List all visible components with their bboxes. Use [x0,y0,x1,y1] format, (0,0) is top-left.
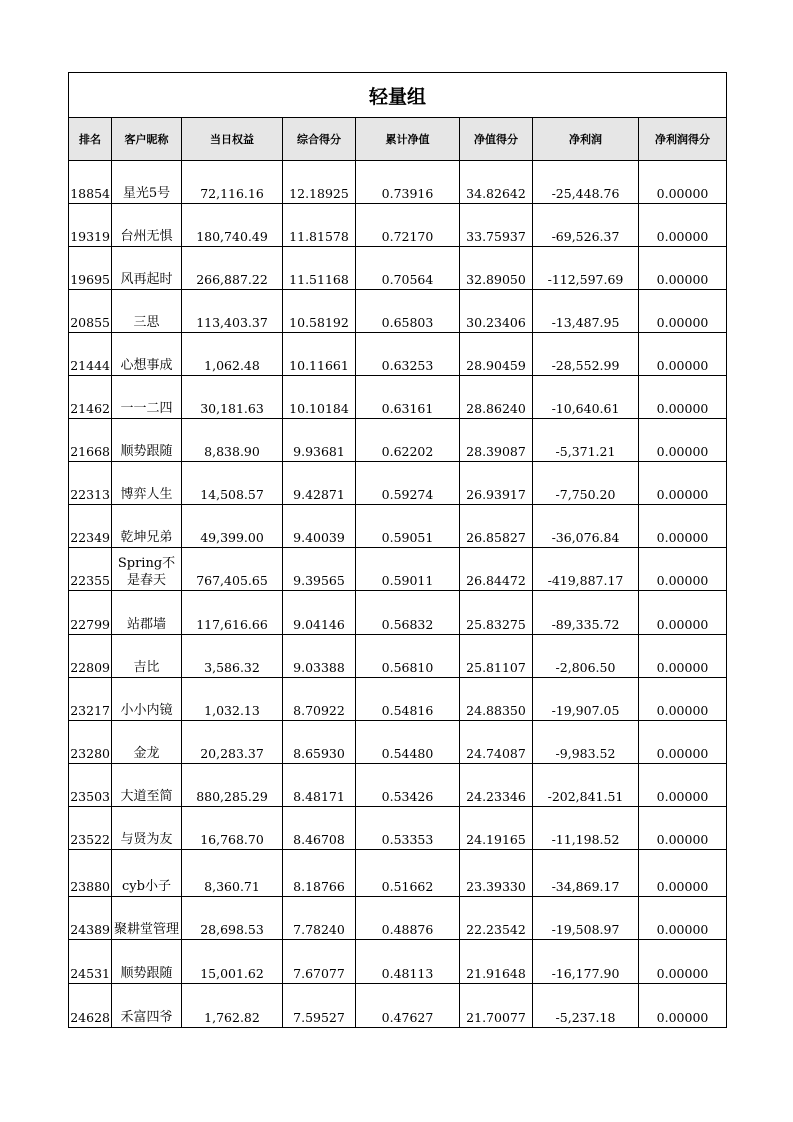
header-score: 综合得分 [283,118,356,161]
nickname-cell: cyb小子 [112,850,182,897]
rank-cell: 23880 [69,850,112,897]
equity-cell: 880,285.29 [182,764,283,807]
nickname-cell: Spring不是春天 [112,548,182,591]
nav-score-cell: 24.19165 [460,807,533,850]
rank-cell: 22313 [69,462,112,505]
equity-cell: 30,181.63 [182,376,283,419]
equity-cell: 1,062.48 [182,333,283,376]
table-row [69,247,727,290]
profit-score-cell: 0.00000 [639,290,727,333]
profit-score-cell: 0.00000 [639,376,727,419]
nav-cell: 0.56832 [356,591,460,635]
score-cell: 8.70922 [283,678,356,721]
profit-cell: -9,983.52 [533,721,639,764]
profit-cell: -69,526.37 [533,204,639,247]
rank-cell: 18854 [69,161,112,204]
table-row [69,548,727,591]
nav-score-cell: 28.39087 [460,419,533,462]
profit-score-cell: 0.00000 [639,591,727,635]
nickname-cell: 禾富四爷 [112,984,182,1028]
profit-cell: -36,076.84 [533,505,639,548]
profit-score-cell: 0.00000 [639,161,727,204]
profit-cell: -19,907.05 [533,678,639,721]
nickname-cell: 吉比 [112,635,182,678]
rank-cell: 23522 [69,807,112,850]
table-row [69,678,727,721]
profit-cell: -34,869.17 [533,850,639,897]
rank-cell: 22355 [69,548,112,591]
score-cell: 11.51168 [283,247,356,290]
header-cumulative-nav: 累计净值 [356,118,460,161]
rank-cell: 22799 [69,591,112,635]
nav-score-cell: 26.85827 [460,505,533,548]
nav-cell: 0.54816 [356,678,460,721]
profit-cell: -2,806.50 [533,635,639,678]
score-cell: 11.81578 [283,204,356,247]
nav-score-cell: 24.88350 [460,678,533,721]
table-row [69,333,727,376]
rank-cell: 20855 [69,290,112,333]
profit-score-cell: 0.00000 [639,635,727,678]
table-row [69,984,727,1028]
table-row [69,204,727,247]
equity-cell: 180,740.49 [182,204,283,247]
table-row [69,897,727,940]
nickname-cell: 风再起时 [112,247,182,290]
rank-cell: 22349 [69,505,112,548]
header-equity: 当日权益 [182,118,283,161]
equity-cell: 1,032.13 [182,678,283,721]
nav-cell: 0.51662 [356,850,460,897]
score-cell: 9.42871 [283,462,356,505]
equity-cell: 8,838.90 [182,419,283,462]
ranking-table [68,72,727,1028]
nickname-cell: 台州无惧 [112,204,182,247]
nav-score-cell: 33.75937 [460,204,533,247]
score-cell: 8.65930 [283,721,356,764]
equity-cell: 49,399.00 [182,505,283,548]
header-profit-score: 净利润得分 [639,118,727,161]
nickname-cell: 乾坤兄弟 [112,505,182,548]
table-row [69,807,727,850]
rank-cell: 24531 [69,940,112,984]
nickname-cell: 金龙 [112,721,182,764]
score-cell: 9.03388 [283,635,356,678]
equity-cell: 113,403.37 [182,290,283,333]
nav-cell: 0.62202 [356,419,460,462]
score-cell: 7.59527 [283,984,356,1028]
score-cell: 10.11661 [283,333,356,376]
table-row [69,462,727,505]
nickname-cell: 心想事成 [112,333,182,376]
score-cell: 9.93681 [283,419,356,462]
nickname-cell: 一一二四 [112,376,182,419]
table-row [69,591,727,635]
equity-cell: 20,283.37 [182,721,283,764]
equity-cell: 16,768.70 [182,807,283,850]
profit-score-cell: 0.00000 [639,247,727,290]
profit-cell: -19,508.97 [533,897,639,940]
nav-score-cell: 24.23346 [460,764,533,807]
profit-cell: -202,841.51 [533,764,639,807]
nav-cell: 0.47627 [356,984,460,1028]
rank-cell: 23503 [69,764,112,807]
profit-score-cell: 0.00000 [639,897,727,940]
nav-cell: 0.56810 [356,635,460,678]
profit-cell: -16,177.90 [533,940,639,984]
profit-score-cell: 0.00000 [639,548,727,591]
profit-score-cell: 0.00000 [639,984,727,1028]
score-cell: 10.58192 [283,290,356,333]
equity-cell: 28,698.53 [182,897,283,940]
score-cell: 8.48171 [283,764,356,807]
nav-cell: 0.48876 [356,897,460,940]
profit-cell: -25,448.76 [533,161,639,204]
profit-score-cell: 0.00000 [639,940,727,984]
profit-cell: -11,198.52 [533,807,639,850]
equity-cell: 14,508.57 [182,462,283,505]
table-row [69,635,727,678]
equity-cell: 117,616.66 [182,591,283,635]
nav-cell: 0.63161 [356,376,460,419]
table-row [69,764,727,807]
profit-score-cell: 0.00000 [639,505,727,548]
nickname-cell: 站郡墙 [112,591,182,635]
nav-cell: 0.59051 [356,505,460,548]
nickname-cell: 与贤为友 [112,807,182,850]
rank-cell: 24389 [69,897,112,940]
equity-cell: 266,887.22 [182,247,283,290]
nav-score-cell: 26.84472 [460,548,533,591]
nav-score-cell: 21.70077 [460,984,533,1028]
table-row [69,850,727,897]
nav-score-cell: 25.83275 [460,591,533,635]
profit-score-cell: 0.00000 [639,721,727,764]
profit-score-cell: 0.00000 [639,462,727,505]
rank-cell: 19695 [69,247,112,290]
score-cell: 8.18766 [283,850,356,897]
nav-score-cell: 25.81107 [460,635,533,678]
rank-cell: 19319 [69,204,112,247]
score-cell: 9.39565 [283,548,356,591]
nav-cell: 0.70564 [356,247,460,290]
profit-score-cell: 0.00000 [639,333,727,376]
score-cell: 10.10184 [283,376,356,419]
table-title: 轻量组 [69,73,727,118]
nav-cell: 0.72170 [356,204,460,247]
nav-score-cell: 21.91648 [460,940,533,984]
profit-cell: -5,371.21 [533,419,639,462]
nav-cell: 0.73916 [356,161,460,204]
profit-cell: -419,887.17 [533,548,639,591]
header-rank: 排名 [69,118,112,161]
score-cell: 7.67077 [283,940,356,984]
header-nav-score: 净值得分 [460,118,533,161]
rank-cell: 23217 [69,678,112,721]
nav-cell: 0.54480 [356,721,460,764]
score-cell: 7.78240 [283,897,356,940]
equity-cell: 8,360.71 [182,850,283,897]
rank-cell: 24628 [69,984,112,1028]
nav-cell: 0.53353 [356,807,460,850]
rank-cell: 23280 [69,721,112,764]
profit-score-cell: 0.00000 [639,807,727,850]
nav-score-cell: 30.23406 [460,290,533,333]
score-cell: 8.46708 [283,807,356,850]
profit-cell: -5,237.18 [533,984,639,1028]
nav-score-cell: 34.82642 [460,161,533,204]
score-cell: 9.04146 [283,591,356,635]
nickname-cell: 博弈人生 [112,462,182,505]
rank-cell: 21668 [69,419,112,462]
nav-cell: 0.48113 [356,940,460,984]
equity-cell: 767,405.65 [182,548,283,591]
profit-cell: -28,552.99 [533,333,639,376]
nickname-cell: 星光5号 [112,161,182,204]
profit-cell: -89,335.72 [533,591,639,635]
profit-score-cell: 0.00000 [639,204,727,247]
nickname-cell: 大道至简 [112,764,182,807]
profit-score-cell: 0.00000 [639,419,727,462]
equity-cell: 3,586.32 [182,635,283,678]
table-row [69,940,727,984]
nav-score-cell: 22.23542 [460,897,533,940]
table-row [69,376,727,419]
profit-cell: -7,750.20 [533,462,639,505]
table-row [69,290,727,333]
nav-cell: 0.59274 [356,462,460,505]
rank-cell: 21462 [69,376,112,419]
nav-score-cell: 23.39330 [460,850,533,897]
score-cell: 9.40039 [283,505,356,548]
nav-score-cell: 24.74087 [460,721,533,764]
nickname-cell: 顺势跟随 [112,419,182,462]
profit-cell: -13,487.95 [533,290,639,333]
nav-score-cell: 26.93917 [460,462,533,505]
nav-cell: 0.63253 [356,333,460,376]
rank-cell: 22809 [69,635,112,678]
nickname-cell: 聚耕堂管理 [112,897,182,940]
nav-score-cell: 32.89050 [460,247,533,290]
table-row [69,161,727,204]
equity-cell: 1,762.82 [182,984,283,1028]
nav-cell: 0.65803 [356,290,460,333]
equity-cell: 15,001.62 [182,940,283,984]
profit-score-cell: 0.00000 [639,764,727,807]
profit-cell: -112,597.69 [533,247,639,290]
nickname-cell: 顺势跟随 [112,940,182,984]
header-nickname: 客户昵称 [112,118,182,161]
header-row [69,118,727,161]
header-net-profit: 净利润 [533,118,639,161]
nickname-cell: 三思 [112,290,182,333]
nickname-cell: 小小内镜 [112,678,182,721]
table-row [69,505,727,548]
score-cell: 12.18925 [283,161,356,204]
rank-cell: 21444 [69,333,112,376]
nav-score-cell: 28.90459 [460,333,533,376]
profit-score-cell: 0.00000 [639,850,727,897]
equity-cell: 72,116.16 [182,161,283,204]
table-row [69,721,727,764]
profit-score-cell: 0.00000 [639,678,727,721]
nav-cell: 0.53426 [356,764,460,807]
profit-cell: -10,640.61 [533,376,639,419]
nav-cell: 0.59011 [356,548,460,591]
table-row [69,419,727,462]
nav-score-cell: 28.86240 [460,376,533,419]
